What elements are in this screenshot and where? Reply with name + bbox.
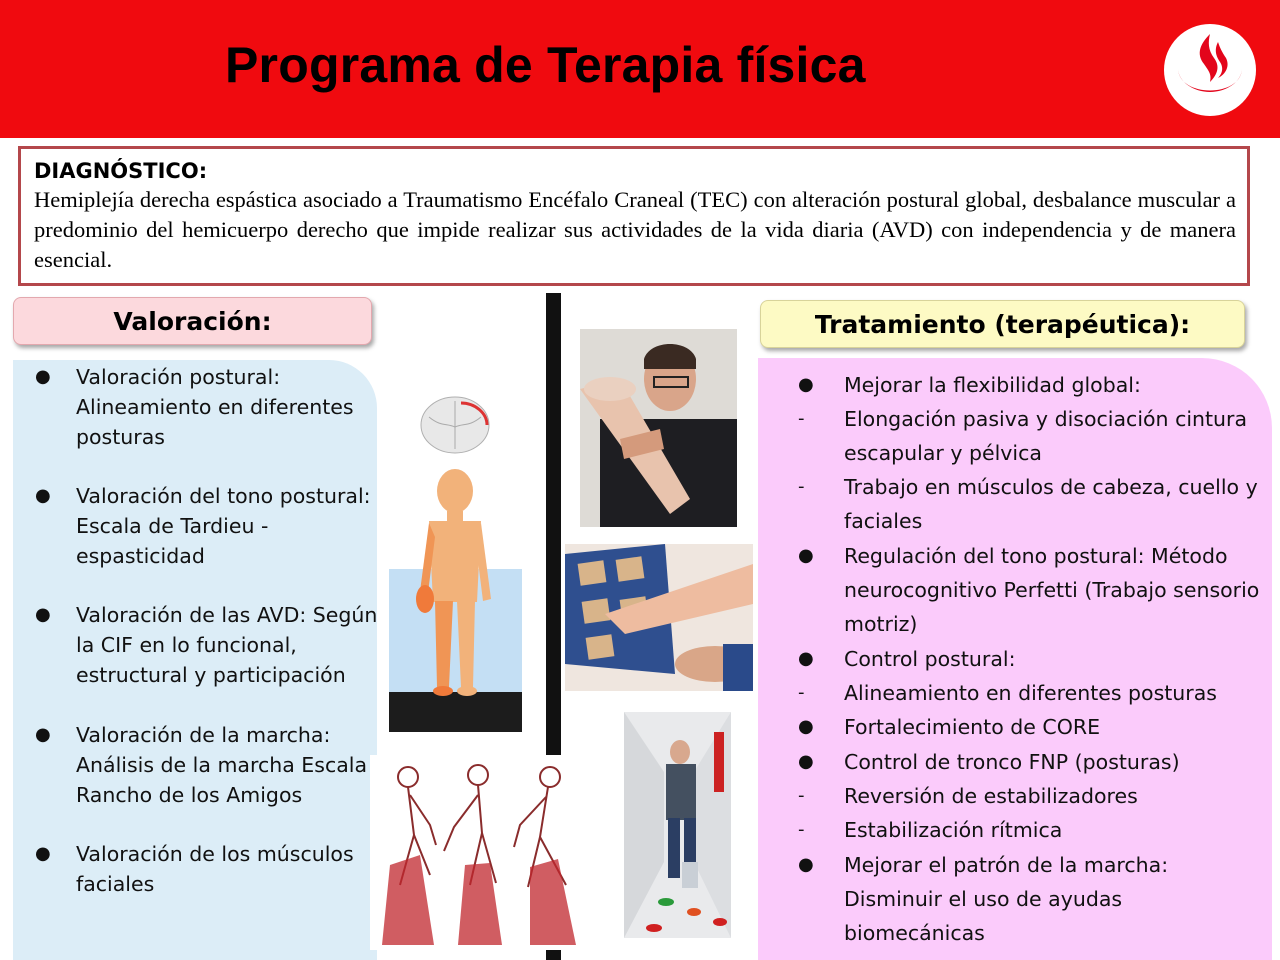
bullet-marker: ●	[798, 716, 814, 737]
bullet-marker: ●	[798, 545, 814, 566]
bullet-marker: ●	[35, 843, 51, 864]
therapist-leg-stretch-photo	[580, 329, 737, 527]
list-item-text: Valoración postural: Alineamiento en diferentes posturas	[76, 365, 354, 449]
bullet-marker: ●	[798, 648, 814, 669]
dash-marker: -	[798, 408, 805, 429]
list-item-text: Alineamiento en diferentes posturas	[844, 681, 1217, 705]
dash-marker: -	[798, 785, 805, 806]
list-item-text: Regulación del tono postural: Método neurocognitivo Perfetti (Trabajo sensorio motriz)	[844, 544, 1260, 636]
list-item-text: Fortalecimiento de CORE	[844, 715, 1101, 739]
list-item-text: Mejorar la flexibilidad global:	[844, 373, 1141, 397]
assessment-heading: Valoración:	[13, 297, 372, 345]
list-item-text: Elongación pasiva y disociación cintura escapular y pélvica	[844, 407, 1248, 465]
list-item-text: Valoración del tono postural: Escala de Tardieu - espasticidad	[76, 484, 371, 568]
header-bar	[0, 0, 1280, 138]
perfetti-board-hand-photo	[565, 544, 753, 691]
dash-marker: -	[798, 682, 805, 703]
bullet-marker: ●	[798, 854, 814, 875]
list-item-text: Valoración de la marcha: Análisis de la marcha Escala Rancho de los Amigos	[76, 723, 368, 807]
list-item-text: Reversión de estabilizadores	[844, 784, 1138, 808]
treatment-heading: Tratamiento (terapéutica):	[760, 300, 1245, 348]
dash-marker: -	[798, 819, 805, 840]
assessment-panel	[13, 360, 377, 960]
list-item-text: Trabajo en músculos de cabeza, cuello y faciales	[844, 475, 1258, 533]
diagnosis-heading: DIAGNÓSTICO:	[34, 159, 208, 183]
list-item-text: Control postural:	[844, 647, 1016, 671]
list-item-text: Mejorar el patrón de la marcha: Disminuir el uso de ayudas biomecánicas	[844, 853, 1169, 945]
list-item-text: Estabilización rítmica	[844, 818, 1063, 842]
bullet-marker: ●	[35, 724, 51, 745]
bullet-marker: ●	[35, 604, 51, 625]
bullet-marker: ●	[35, 485, 51, 506]
list-item-text: Valoración de los músculos faciales	[76, 842, 354, 896]
list-item-text: Valoración de las AVD: Según la CIF en lo funcional, estructural y participación	[76, 603, 378, 687]
hemiplegia-body-figure-image	[389, 387, 522, 732]
gait-training-hallway-photo	[624, 712, 731, 938]
bullet-marker: ●	[35, 366, 51, 387]
bullet-marker: ●	[798, 374, 814, 395]
gait-sequence-illustration-image	[370, 755, 616, 950]
treatment-panel	[758, 358, 1272, 960]
bullet-marker: ●	[798, 751, 814, 772]
upc-flame-logo-icon	[1160, 20, 1260, 120]
diagnosis-text: Hemiplejía derecha espástica asociado a Traumatismo Encéfalo Craneal (TEC) con alteración postural global, desbalance muscular a predominio del hemicuerpo derecho que impide realizar sus actividades de la vida diaria (AVD) con independencia y de manera esencial.	[34, 187, 1236, 272]
list-item-text: Control de tronco FNP (posturas)	[844, 750, 1180, 774]
page-title: Programa de Terapia física	[225, 37, 866, 93]
diagnosis-box	[18, 146, 1250, 286]
dash-marker: -	[798, 476, 805, 497]
